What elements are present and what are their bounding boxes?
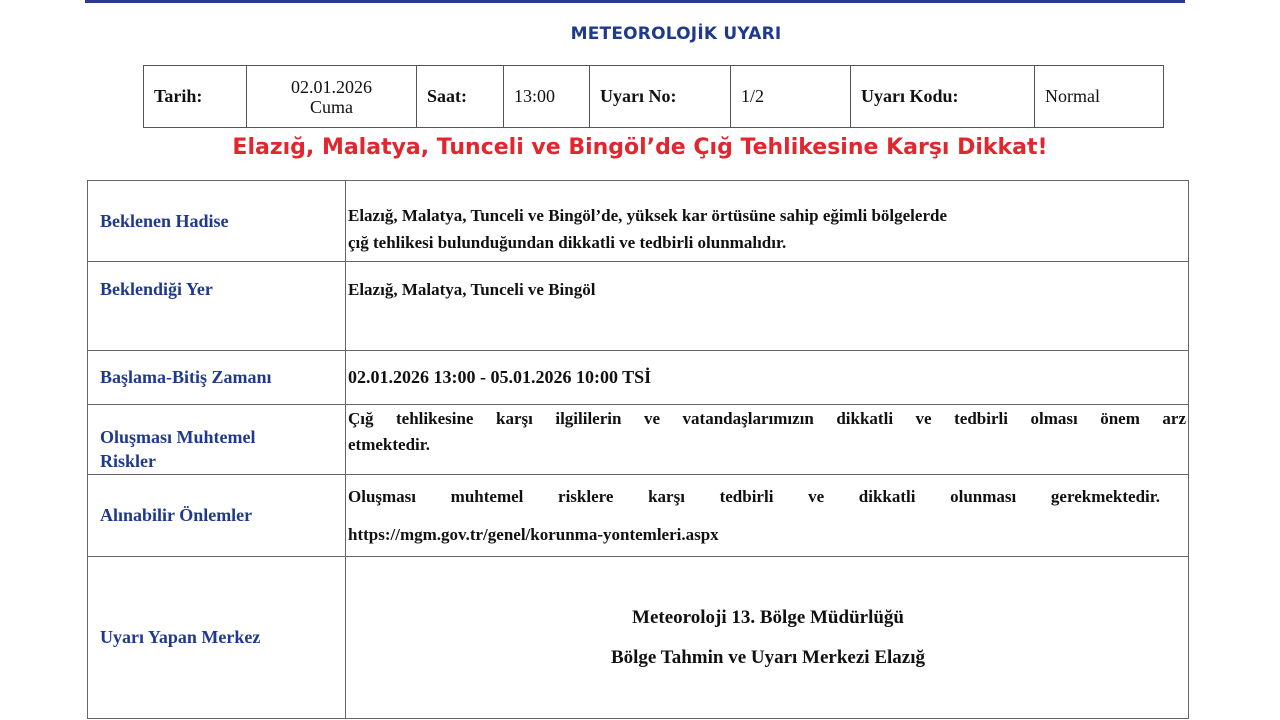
warning-headline: Elazığ, Malatya, Tunceli ve Bingöl’de Çığ Tehlikesine Karşı Dikkat!: [232, 135, 1048, 160]
precautions-link[interactable]: https://mgm.gov.tr/genel/korunma-yontemleri.aspx: [348, 525, 719, 544]
document-title: METEOROLOJİK UYARI: [570, 24, 782, 44]
issuing-center-label: Uyarı Yapan Merkez: [88, 557, 346, 719]
precautions-value: [346, 475, 1189, 557]
warning-code-label: Uyarı Kodu:: [851, 66, 1035, 128]
issuing-center-line2: Bölge Tahmin ve Uyarı Merkezi Elazığ: [610, 646, 925, 668]
possible-risks-label-line1: Oluşması Muhtemel: [100, 427, 256, 447]
warning-no-value: 1/2: [731, 66, 851, 128]
warning-no-label: Uyarı No:: [590, 66, 731, 128]
possible-risks-label-line2: Riskler: [100, 451, 156, 471]
row-start-end-time: [88, 351, 1189, 405]
expected-event-value: [346, 181, 1189, 262]
row-precautions: [88, 475, 1189, 557]
expected-event-label: Beklenen Hadise: [88, 181, 346, 262]
possible-risks-label: [88, 405, 346, 475]
expected-event-line1: Elazığ, Malatya, Tunceli ve Bingöl’de, yüksek kar örtüsüne sahip eğimli bölgelerde: [348, 206, 947, 225]
possible-risks-line1: Çığ tehlikesine karşı ilgililerin ve vatandaşlarımızın dikkatli ve tedbirli olması önem arz: [348, 409, 1186, 428]
date-cell: [247, 66, 417, 128]
warning-details-table: [87, 180, 1189, 719]
possible-risks-value: [346, 405, 1189, 475]
time-value: 13:00: [504, 66, 590, 128]
row-possible-risks: [88, 405, 1189, 475]
start-end-time-label: Başlama-Bitiş Zamanı: [88, 351, 346, 405]
row-issuing-center: [88, 557, 1189, 719]
expected-place-label: Beklendiği Yer: [88, 262, 346, 351]
date-value: 02.01.2026: [291, 76, 372, 97]
start-end-time-value: 02.01.2026 13:00 - 05.01.2026 10:00 TSİ: [346, 351, 1189, 405]
info-table: [143, 65, 1164, 128]
row-expected-place: [88, 262, 1189, 351]
time-label: Saat:: [417, 66, 504, 128]
day-value: Cuma: [310, 96, 353, 117]
top-rule: [85, 0, 1185, 3]
row-expected-event: [88, 181, 1189, 262]
date-label: Tarih:: [144, 66, 247, 128]
precautions-line1: Oluşması muhtemel risklere karşı tedbirli ve dikkatli olunması gerekmektedir.: [348, 487, 1160, 506]
expected-event-line2: çığ tehlikesi bulunduğundan dikkatli ve tedbirli olunmalıdır.: [348, 233, 787, 252]
expected-place-value: Elazığ, Malatya, Tunceli ve Bingöl: [346, 262, 1189, 351]
warning-code-value: Normal: [1035, 66, 1164, 128]
issuing-center-value: [346, 557, 1189, 719]
possible-risks-line2: etmektedir.: [348, 435, 430, 454]
issuing-center-line1: Meteoroloji 13. Bölge Müdürlüğü: [632, 606, 904, 628]
precautions-label: Alınabilir Önlemler: [88, 475, 346, 557]
